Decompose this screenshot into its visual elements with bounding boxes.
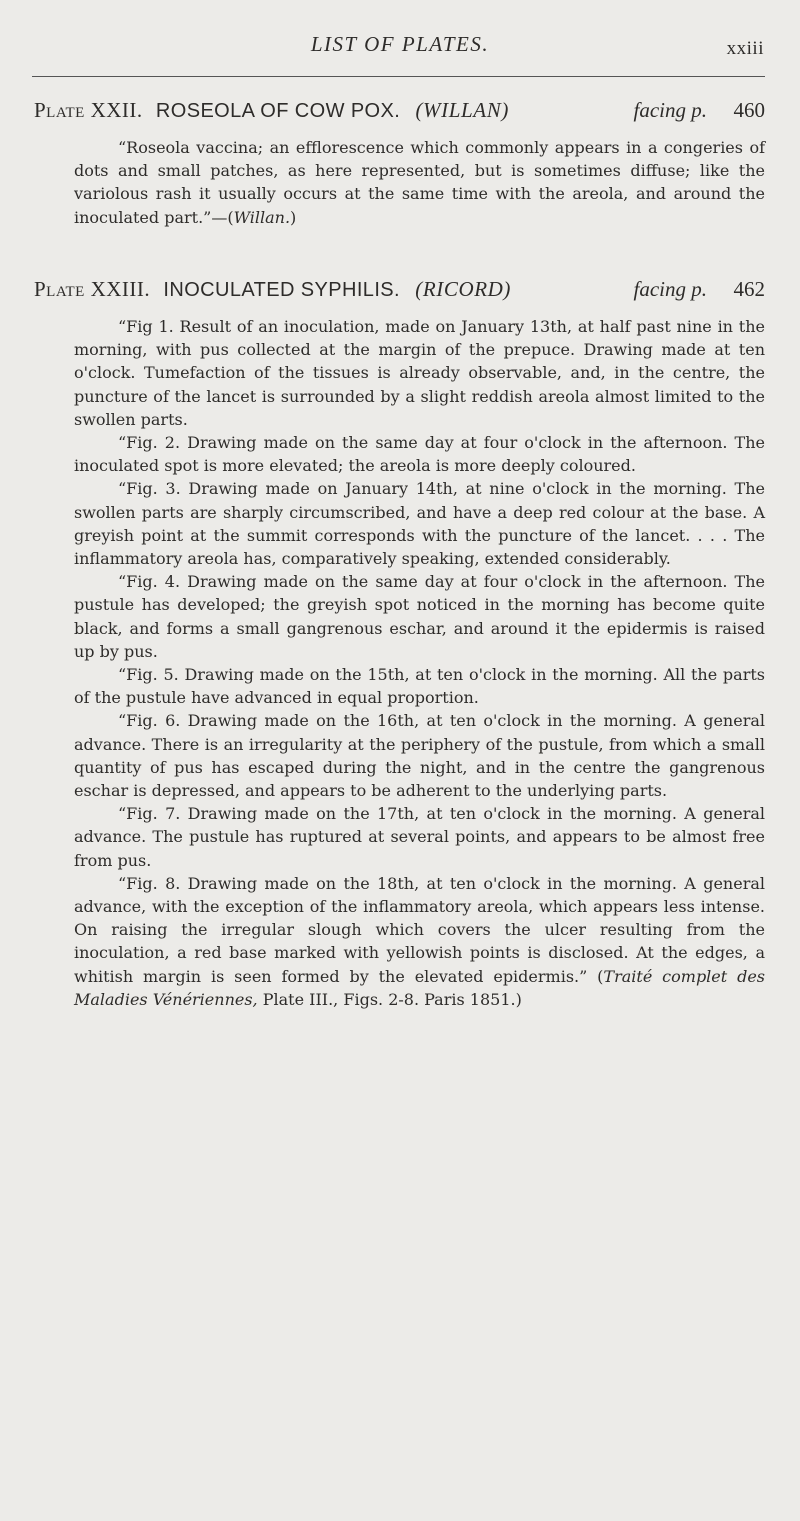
page-number: xxiii [726,38,764,59]
paragraph-fig-5: “Fig. 5. Drawing made on the 15th, at ten o'clock in the morning. All the parts of the pustule have advanced in equal proportion. [74,665,765,708]
plate-heading [34,277,765,307]
running-head [0,32,800,62]
paragraph-fig-3: “Fig. 3. Drawing made on January 14th, at nine o'clock in the morning. The swollen parts are sharply circumscribed, and have a deep red colour at the base. A greyish point at the summit corresponds with the puncture of the lancet. . . . The inflammatory areola has, comparatively speaking, extended considerably. [74,479,765,569]
plate-facing-label: facing p. [633,98,707,122]
citation-italic: Traité complet des Maladies Vénériennes, [74,966,765,1009]
plate-entry-xxii [34,98,765,229]
plate-facing-page: 460 [733,98,765,122]
citation-italic: Willan. [233,207,291,227]
plate-author: (RICORD) [415,277,512,301]
paragraph-fig-1: “Fig 1. Result of an inoculation, made on January 13th, at half past nine in the morning, with pus collected at the margin of the prepuce. Drawing made at ten o'clock. Tumefaction of the tissues is already observable, and, in the centre, the puncture of the lancet is surrounded by a slight reddish areola almost limited to the swollen parts. [74,317,765,429]
paragraph: “Roseola vaccina; an efflorescence which commonly appears in a congeries of dots and small patches, as here represented, but is sometimes diffuse; like the variolous rash it usually occurs at the same time with the areola, and around the inoculated part.”—(Willan.) [74,138,765,227]
plate-author: (WILLAN) [415,98,509,122]
plate-title: INOCULATED SYPHILIS. [163,279,400,301]
plate-title: ROSEOLA OF COW POX. [155,100,401,122]
paragraph-fig-6: “Fig. 6. Drawing made on the 16th, at ten o'clock in the morning. A general advance. There is an irregularity at the periphery of the pustule, from which a small quantity of pus has escaped during the night, and in the centre the gangrenous eschar is depressed, and appears to be adherent to the underlying parts. [74,711,765,801]
running-title: LIST OF PLATES. [310,32,490,56]
paragraph-fig-2: “Fig. 2. Drawing made on the same day at four o'clock in the afternoon. The inoculated spot is more elevated; the areola is more deeply coloured. [74,433,765,476]
plate-heading [34,98,765,128]
paragraph-fig-8: “Fig. 8. Drawing made on the 18th, at ten o'clock in the morning. A general advance, with the exception of the inflammatory areola, which appears less intense. On raising the irregular slough which covers the ulcer resulting from the inoculation, a red base marked with yellowish points is disclosed. At the edges, a whitish margin is seen formed by the elevated epidermis.” (Traité complet des Maladies Vénériennes, Plate III., Figs. 2-8. Paris 1851.) [74,873,765,1009]
plate-entry-xxiii [34,277,765,1011]
paragraph-fig-7: “Fig. 7. Drawing made on the 17th, at ten o'clock in the morning. A general advance. The pustule has ruptured at several points, and appears to be almost free from pus. [74,804,765,870]
paragraph-fig-4: “Fig. 4. Drawing made on the same day at four o'clock in the afternoon. The pustule has developed; the greyish spot noticed in the morning has become quite black, and forms a small gangrenous eschar, and around it the epidermis is raised up by pus. [74,572,765,661]
plate-label: Plate XXII. [34,98,143,122]
plate-facing-label: facing p. [633,277,707,301]
plate-label: Plate XXIII. [34,277,151,301]
plate-facing-page: 462 [733,277,765,301]
plate-description [74,136,765,229]
plate-description [74,315,765,1011]
header-rule [32,76,765,77]
